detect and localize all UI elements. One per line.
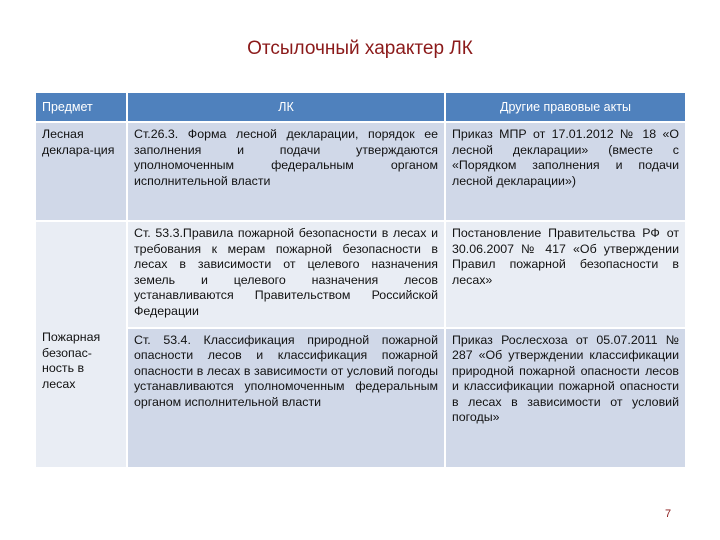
row-lk-text: Ст. 53.3.Правила пожарной безопасности в лесах и требования к мерам пожарной безопасности в лесах в зависимости от целевого назначения земель и целевого назначения лесов устанавливаются Правительством Российской Федерации [127, 221, 445, 328]
slide-title: Отсылочный характер ЛК [247, 38, 473, 59]
header-other-acts: Другие правовые акты [445, 93, 685, 122]
row-other-act: Приказ Рослесхоза от 05.07.2011 № 287 «Об утверждении классификации природной пожарной опасности лесов и классификации пожарной опасности в лесах в зависимости от условий погоды» [445, 328, 685, 467]
page-number: 7 [665, 508, 672, 520]
header-subject: Предмет [36, 93, 127, 122]
row-other-act: Приказ МПР от 17.01.2012 № 18 «О лесной декларации» (вместе с «Порядком заполнения и подачи лесной декларации») [445, 122, 685, 221]
table-row [36, 122, 685, 221]
header-lk: ЛК [127, 93, 445, 122]
row-lk-text: Ст.26.3. Форма лесной декларации, порядок ее заполнения и подачи утверждаются уполномоченным федеральным органом исполнительной власти [127, 122, 445, 221]
row-lk-text: Ст. 53.4. Классификация природной пожарной опасности лесов и классификация пожарной опасности в лесах в зависимости от условий погоды устанавливаются уполномоченным федеральным органом исполнительной власти [127, 328, 445, 467]
row-subject-text: Пожарная безопас-ность в лесах [42, 330, 101, 391]
comparison-table [36, 93, 685, 467]
row-subject [36, 221, 127, 467]
table-row [36, 221, 685, 328]
table-row [36, 328, 685, 467]
row-subject: Лесная деклара-ция [36, 122, 127, 221]
table-header-row [36, 93, 685, 122]
row-other-act: Постановление Правительства РФ от 30.06.2007 № 417 «Об утверждении Правил пожарной безопасности в лесах» [445, 221, 685, 328]
